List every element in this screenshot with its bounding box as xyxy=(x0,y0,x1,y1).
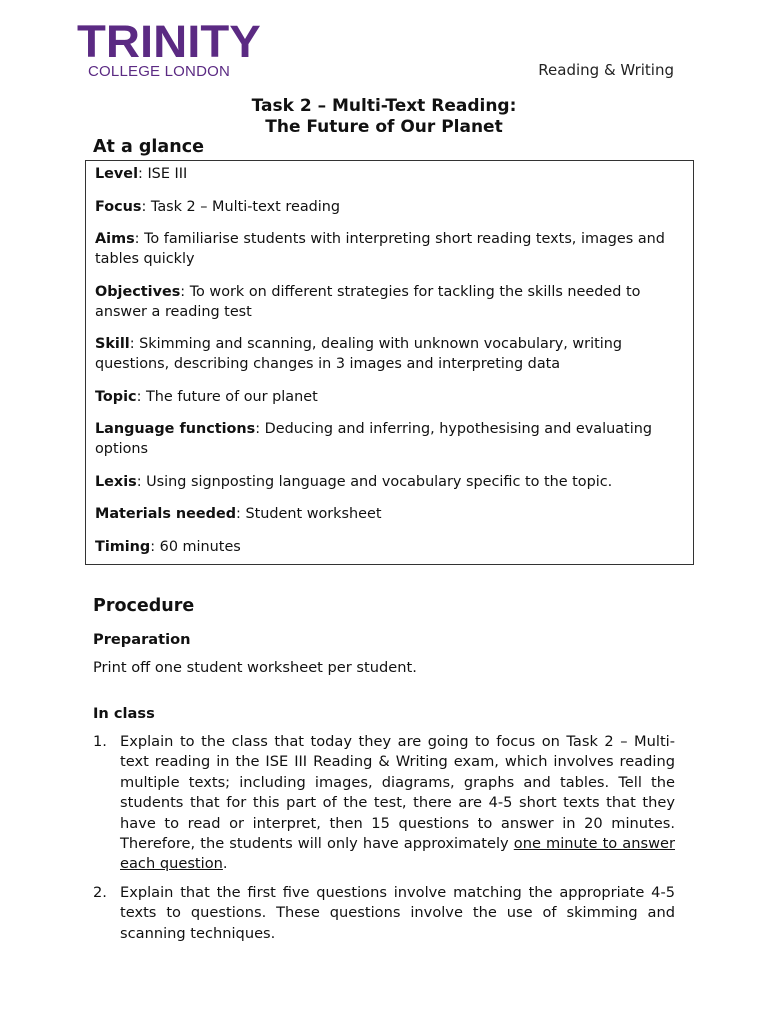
title-line-1: Task 2 – Multi-Text Reading: xyxy=(251,96,517,116)
row-label: Level xyxy=(95,166,139,182)
step-number: 2. xyxy=(93,883,107,901)
glance-row-skill xyxy=(95,334,684,374)
glance-row-topic xyxy=(95,387,684,407)
at-a-glance-box xyxy=(85,160,694,565)
section-label: Reading & Writing xyxy=(538,61,674,79)
row-label: Timing xyxy=(95,538,151,555)
glance-row-lexis xyxy=(95,472,684,492)
row-text: : The future of our planet xyxy=(136,388,318,405)
glance-row-aims xyxy=(95,229,684,269)
row-label: Skill xyxy=(95,336,130,352)
trinity-logo xyxy=(77,16,277,80)
step-body: Explain to the class that today they are going to focus on Task 2 – Multi-text reading in the ISE III Reading & Writing exam, which involves reading multiple texts; including images, diagrams, graphs and tables. Tell the students that for this part of the test, there are 4-5 short texts that they have to read or interpret, then 15 questions to answer in 20 minutes. Therefore, the students will only have approximately xyxy=(120,733,675,853)
page-title xyxy=(0,96,768,138)
row-label: Topic xyxy=(95,388,137,405)
title-line-2: The Future of Our Planet xyxy=(265,117,503,137)
preparation-heading: Preparation xyxy=(93,631,191,648)
logo-subtitle: COLLEGE LONDON xyxy=(88,63,231,80)
row-text: : ISE III xyxy=(138,166,188,182)
row-text: : Task 2 – Multi-text reading xyxy=(141,198,341,215)
row-text: : To familiarise students with interpreting short reading texts, images and tables quickly xyxy=(95,231,665,267)
row-text: : Student worksheet xyxy=(236,506,382,522)
procedure-heading: Procedure xyxy=(93,596,195,616)
step-end: . xyxy=(222,855,228,873)
row-text: : Using signposting language and vocabulary specific to the topic. xyxy=(136,473,613,490)
preparation-text: Print off one student worksheet per student. xyxy=(93,659,417,676)
row-label: Aims xyxy=(95,231,135,247)
in-class-steps xyxy=(93,732,675,952)
glance-row-objectives xyxy=(95,282,684,322)
step-text xyxy=(120,732,675,875)
list-item xyxy=(93,732,675,875)
glance-row-materials xyxy=(95,504,684,524)
row-label: Materials needed xyxy=(95,506,237,522)
row-text: : 60 minutes xyxy=(150,538,241,555)
logo-wordmark: TRINITY xyxy=(77,16,261,67)
row-label: Focus xyxy=(95,198,142,215)
glance-row-language-functions xyxy=(95,419,684,459)
step-body: Explain that the first five questions involve matching the appropriate 4-5 texts to questions. These questions involve the use of skimming and scanning techniques. xyxy=(120,883,675,942)
row-text: : To work on different strategies for tackling the skills needed to answer a reading test xyxy=(95,283,641,320)
row-label: Language functions xyxy=(95,421,256,437)
in-class-heading: In class xyxy=(93,705,155,722)
step-number: 1. xyxy=(93,733,107,750)
row-text: : Deducing and inferring, hypothesising and evaluating options xyxy=(95,421,652,457)
row-label: Objectives xyxy=(95,283,181,300)
glance-row-level xyxy=(95,164,684,184)
underlined-phrase: one minute to answer each question xyxy=(120,835,676,873)
glance-row-focus xyxy=(95,197,684,217)
glance-row-timing xyxy=(95,537,684,557)
row-label: Lexis xyxy=(95,473,137,490)
at-a-glance-heading: At a glance xyxy=(93,137,204,157)
step-text xyxy=(120,883,675,944)
list-item xyxy=(93,883,675,944)
row-text: : Skimming and scanning, dealing with unknown vocabulary, writing questions, describing changes in 3 images and interpreting data xyxy=(95,336,622,372)
